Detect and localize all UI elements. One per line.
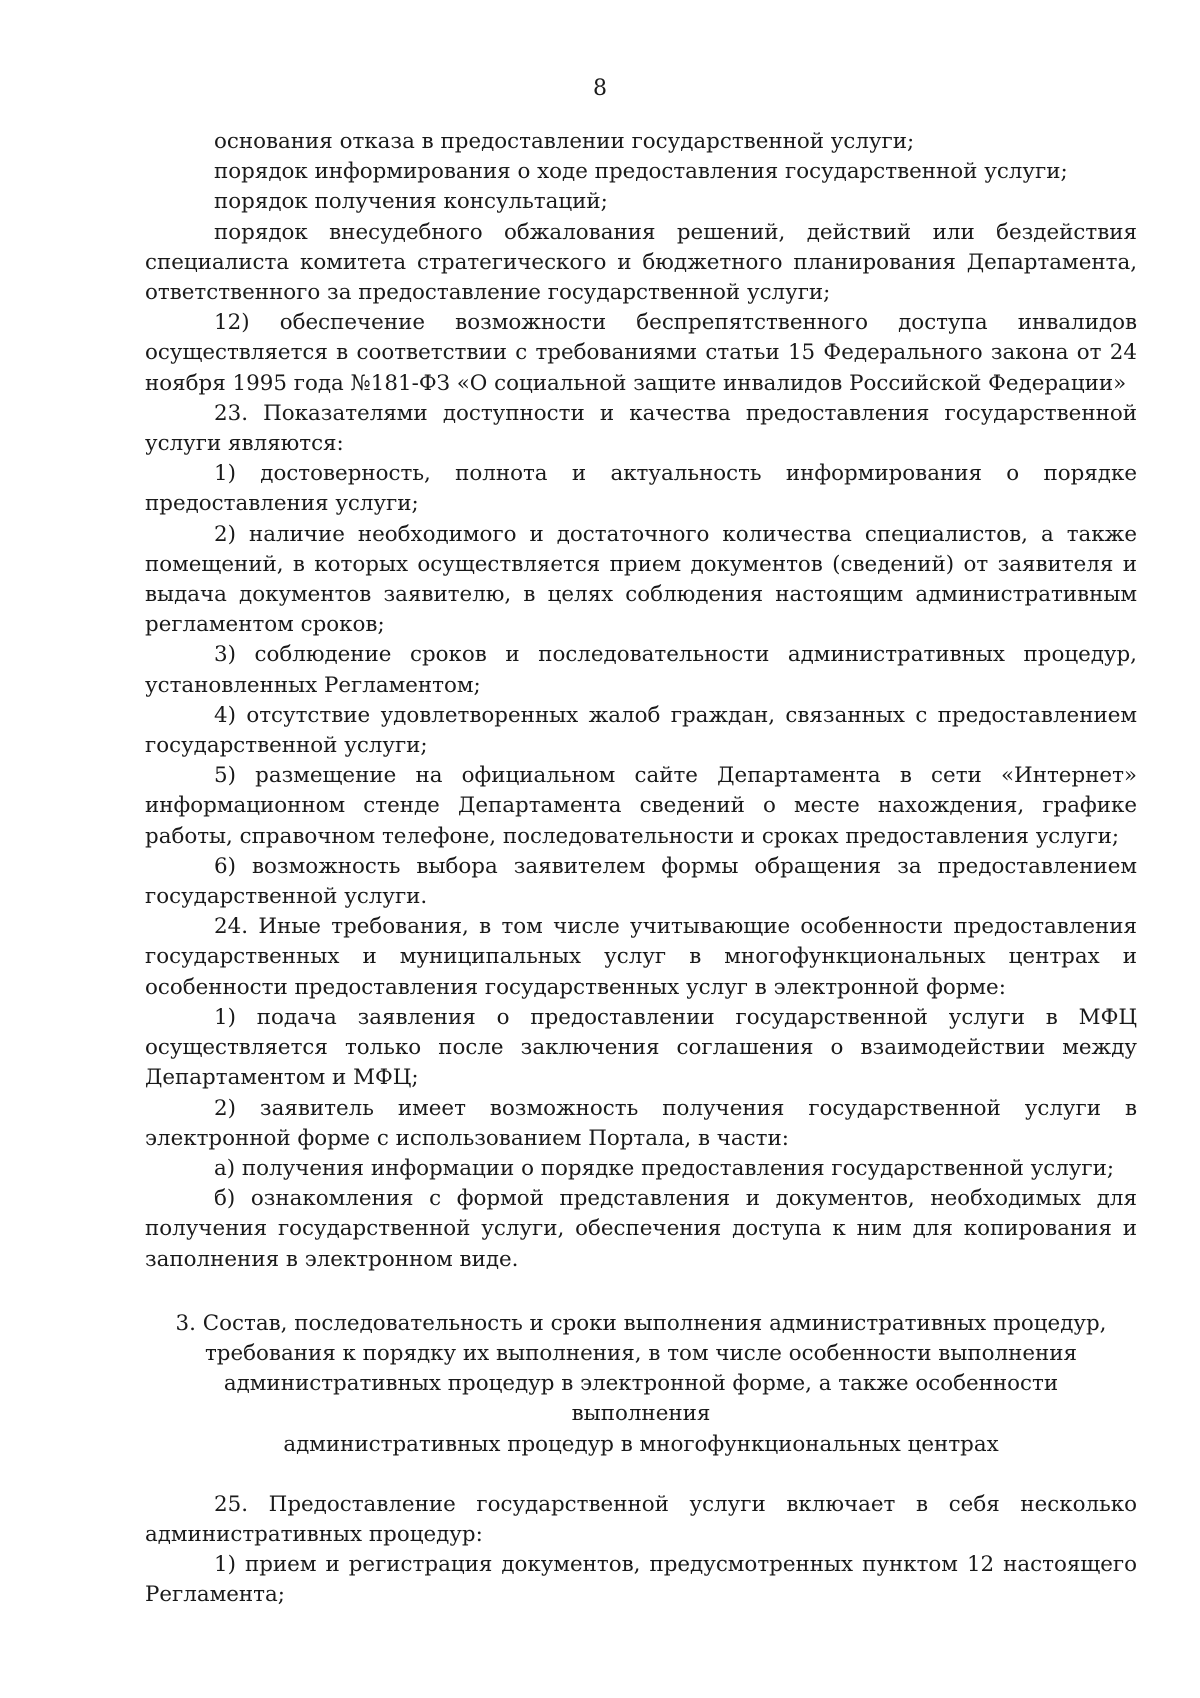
paragraph: 6) возможность выбора заявителем формы обращения за предоставлением государственной услуги. xyxy=(145,853,1137,910)
paragraph: 1) достоверность, полнота и актуальность информирования о порядке предоставления услуги; xyxy=(145,461,1137,517)
paragraph: б) ознакомления с формой представления и документов, необходимых для получения государственной услуги, обеспечения доступа к ним для копирования и заполнения в электронном виде. xyxy=(145,1186,1137,1272)
section-heading-line: 3. Состав, последовательность и сроки выполнения административных процедур, xyxy=(175,1310,1107,1336)
section-heading xyxy=(145,1309,1137,1460)
paragraph: 1) подача заявления о предоставлении государственной услуги в МФЦ осуществляется только после заключения соглашения о взаимодействии между Департаментом и МФЦ; xyxy=(145,1004,1137,1091)
paragraph: порядок информирования о ходе предоставления государственной услуги; xyxy=(214,159,1068,185)
section-heading-line: административных процедур в многофункциональных центрах xyxy=(283,1431,999,1457)
paragraph: 4) отсутствие удовлетворенных жалоб граждан, связанных с предоставлением государственной услуги; xyxy=(145,702,1137,759)
paragraph: основания отказа в предоставлении государственной услуги; xyxy=(214,129,915,154)
paragraph: 2) наличие необходимого и достаточного количества специалистов, а также помещений, в которых осуществляется прием документов (сведений) от заявителя и выдача документов заявителю, в целях соблюдения настоящим административным регламентом сроков; xyxy=(145,521,1137,638)
section-heading-line: требования к порядку их выполнения, в том числе особенности выполнения xyxy=(204,1340,1078,1366)
paragraph: а) получения информации о порядке предоставления государственной услуги; xyxy=(214,1155,1115,1181)
paragraph: порядок внесудебного обжалования решений, действий или бездействия специалиста комитета стратегического и бюджетного планирования Департамента, ответственного за предоставление государственной услуги; xyxy=(145,219,1137,306)
paragraph: 23. Показателями доступности и качества предоставления государственной услуги являются: xyxy=(145,400,1137,457)
section-heading-line: административных процедур в электронной форме, а также особенности выполнения xyxy=(223,1371,1059,1427)
paragraph: 25. Предоставление государственной услуги включает в себя несколько административных процедур: xyxy=(145,1491,1137,1547)
paragraph: 2) заявитель имеет возможность получения государственной услуги в электронной форме с использованием Портала, в части: xyxy=(145,1095,1137,1151)
paragraph: 12) обеспечение возможности беспрепятственного доступа инвалидов осуществляется в соответствии с требованиями статьи 15 Федерального закона от 24 ноября 1995 года №181-ФЗ «О социальной защите инвалидов Российской Федерации» xyxy=(145,310,1137,396)
paragraph: 3) соблюдение сроков и последовательности административных процедур, установленных Регламентом; xyxy=(145,642,1137,698)
paragraph: 1) прием и регистрация документов, предусмотренных пунктом 12 настоящего Регламента; xyxy=(145,1552,1137,1608)
document-body xyxy=(145,127,1137,1611)
page-number: 8 xyxy=(593,76,607,101)
paragraph: 5) размещение на официальном сайте Департамента в сети «Интернет» информационном стенде Департамента сведений о месте нахождения, графике работы, справочном телефоне, последовательности и сроках предоставления услуги; xyxy=(145,763,1137,849)
paragraph: порядок получения консультаций; xyxy=(214,189,608,215)
paragraph: 24. Иные требования, в том числе учитывающие особенности предоставления государственных и муниципальных услуг в многофункциональных центрах и особенности предоставления государственных услуг в электронной форме: xyxy=(145,914,1137,1000)
